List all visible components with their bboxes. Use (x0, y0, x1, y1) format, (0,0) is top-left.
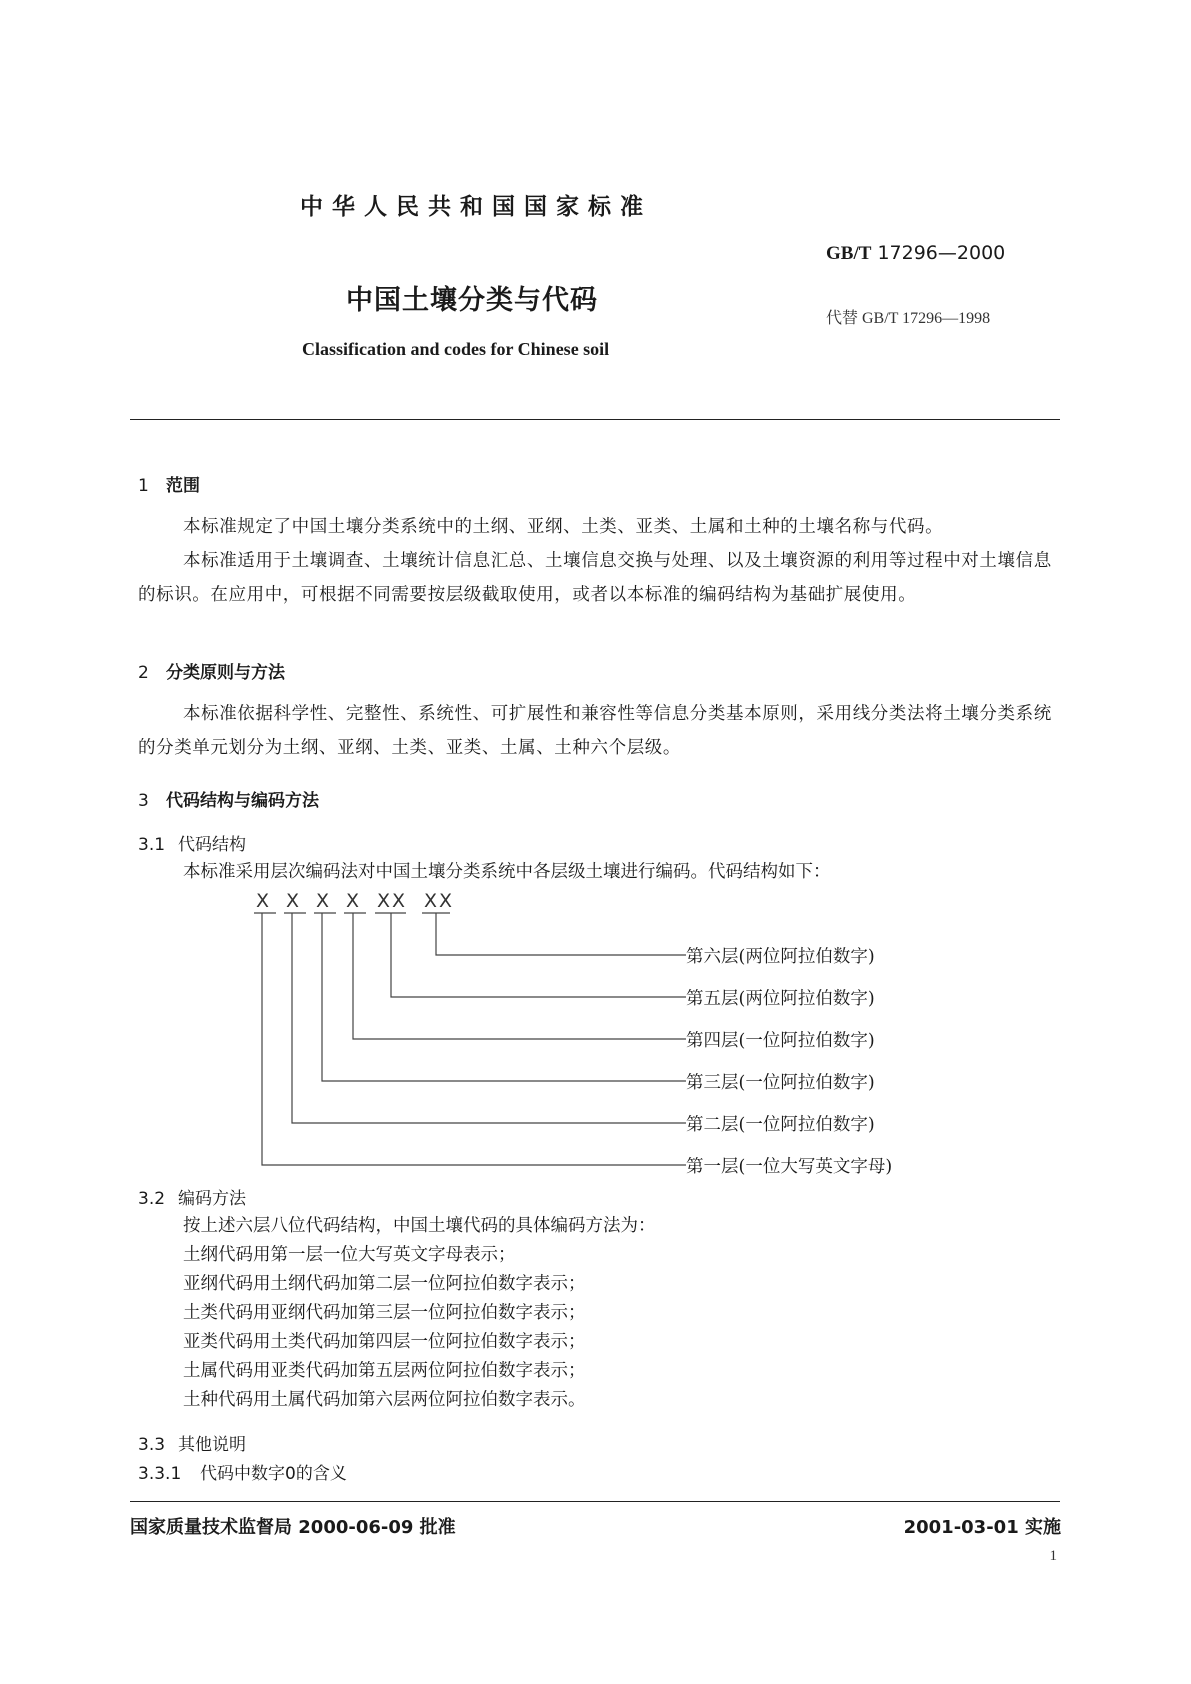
document-title: 中国土壤分类与代码 (346, 285, 598, 316)
layer-6-label: 第六层(两位阿拉伯数字) (686, 947, 875, 967)
section-1-paragraph-1: 本标准规定了中国土壤分类系统中的土纲、亚纲、土类、亚类、土属和土种的土壤名称与代码。 (183, 517, 944, 537)
subsection-title: 其他说明 (178, 1435, 246, 1455)
coding-method-line-4: 土类代码用亚纲代码加第三层一位阿拉伯数字表示； (183, 1303, 586, 1323)
layer-5-label: 第五层(两位阿拉伯数字) (686, 989, 875, 1009)
subsection-3-2-heading (138, 1184, 246, 1209)
code-structure-diagram (240, 890, 980, 1180)
coding-method-line-5: 亚类代码用土类代码加第四层一位阿拉伯数字表示； (183, 1332, 586, 1352)
code-mark-layer-5: XX (377, 890, 408, 912)
subsection-3-1-heading (138, 830, 246, 855)
page-number: 1 (1049, 1548, 1057, 1564)
subsection-number: 3.3 (138, 1435, 166, 1455)
code-mark-layer-2: X (286, 890, 300, 912)
subsection-3-1-intro: 本标准采用层次编码法对中国土壤分类系统中各层级土壤进行编码。代码结构如下： (183, 862, 831, 882)
footer-divider (130, 1501, 1060, 1502)
code-mark-layer-6: XX (424, 890, 455, 912)
layer-3-label: 第三层(一位阿拉伯数字) (686, 1073, 875, 1093)
standard-code (826, 242, 1005, 265)
section-2-paragraph-1: 本标准依据科学性、完整性、系统性、可扩展性和兼容性等信息分类基本原则，采用线分类法将土壤分类系统的分类单元划分为土纲、亚纲、土类、亚类、土属、土种六个层级。 (138, 704, 1052, 758)
implementation-date: 2001-03-01 实施 (903, 1517, 1061, 1538)
coding-method-line-2: 土纲代码用第一层一位大写英文字母表示； (183, 1245, 516, 1265)
standard-code-prefix: GB/T (826, 243, 872, 264)
section-3-heading (138, 786, 319, 811)
subsection-title: 编码方法 (178, 1189, 246, 1209)
replaces-standard: 代替 GB/T 17296—1998 (826, 310, 991, 327)
section-1-paragraph-2: 本标准适用于土壤调查、土壤统计信息汇总、土壤信息交换与处理、以及土壤资源的利用等过程中对土壤信息的标识。在应用中，可根据不同需要按层级截取使用，或者以本标准的编码结构为基础扩展使用。 (138, 551, 1052, 605)
section-1-heading (138, 471, 200, 496)
subsection-number: 3.1 (138, 835, 166, 855)
coding-method-line-6: 土属代码用亚类代码加第五层两位阿拉伯数字表示； (183, 1361, 586, 1381)
layer-1-label: 第一层(一位大写英文字母) (686, 1157, 893, 1177)
layer-4-label: 第四层(一位阿拉伯数字) (686, 1031, 875, 1051)
national-standard-title: 中华人民共和国国家标准 (300, 194, 652, 220)
section-number: 3 (138, 791, 149, 811)
coding-method-line-1: 按上述六层八位代码结构，中国土壤代码的具体编码方法为： (183, 1216, 656, 1236)
code-mark-layer-4: X (346, 890, 360, 912)
subsection-title: 代码结构 (178, 835, 246, 855)
header-divider (130, 419, 1060, 420)
english-title: Classification and codes for Chinese soil (302, 339, 610, 359)
code-mark-layer-1: X (256, 890, 270, 912)
subsection-number: 3.3.1 (138, 1464, 182, 1484)
section-2-heading (138, 658, 285, 683)
layer-2-label: 第二层(一位阿拉伯数字) (686, 1115, 875, 1135)
coding-method-line-3: 亚纲代码用土纲代码加第二层一位阿拉伯数字表示； (183, 1274, 586, 1294)
section-title: 范围 (166, 476, 200, 496)
subsection-3-3-heading (138, 1430, 246, 1455)
section-number: 1 (138, 476, 149, 496)
coding-method-line-7: 土种代码用土属代码加第六层两位阿拉伯数字表示。 (183, 1390, 586, 1410)
approval-statement: 国家质量技术监督局 2000-06-09 批准 (130, 1517, 456, 1538)
section-title: 分类原则与方法 (166, 663, 285, 683)
section-title: 代码结构与编码方法 (166, 791, 319, 811)
subsection-number: 3.2 (138, 1189, 166, 1209)
subsection-title: 代码中数字0的含义 (200, 1464, 347, 1484)
standard-code-number: 17296—2000 (877, 242, 1006, 264)
subsection-3-3-1-heading (138, 1459, 347, 1484)
code-mark-layer-3: X (316, 890, 330, 912)
section-number: 2 (138, 663, 149, 683)
